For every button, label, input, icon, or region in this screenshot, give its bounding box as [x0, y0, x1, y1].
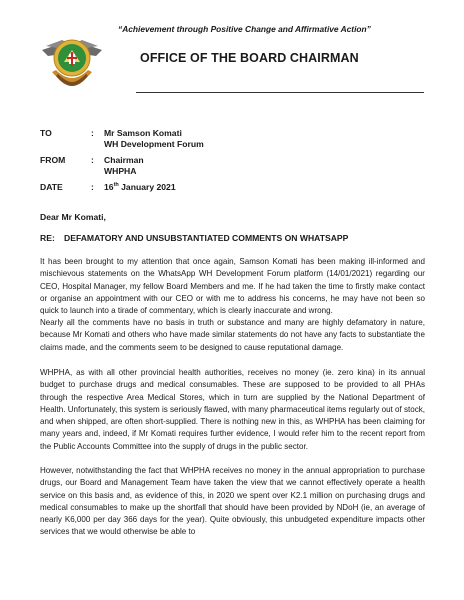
to-name: Mr Samson Komati: [104, 128, 182, 138]
from-organisation: WHPHA: [104, 166, 137, 176]
date-value: [104, 182, 176, 193]
date-month-year: January 2021: [118, 182, 176, 192]
body-paragraph: It has been brought to my attention that once again, Samson Komati has been making ill-informed and mischievous statements on the WhatsApp WH Development Forum platform (14/01/2021) regarding our CEO, Hospital Manager, my fellow Board Members and me. If he had taken the time to firstly make contact or organise an appointment with our CEO or with me to address his concerns, he may have not been so quick to launch into a tirade of commentary, which is clearly inaccurate and wrong.: [40, 257, 425, 316]
office-title: OFFICE OF THE BOARD CHAIRMAN: [140, 51, 359, 65]
from-label: FROM: [40, 155, 66, 165]
body-paragraph: However, notwithstanding the fact that WHPHA receives no money in the annual appropriation to purchase drugs, our Board and Management Team have taken the view that we cannot effectively operate a health service on this basis and, as evidence of this, in 2020 we spent over K2.1 million on purchasing drugs and medical consumables to make up the shortfall that should have been provided by NDoH (ie, an average of nearly K6,000 per day 366 days for the year). Quite obviously, this unbudgeted expenditure impacts other services that we would otherwise be able to: [40, 466, 425, 537]
date-colon: :: [91, 182, 94, 192]
body-paragraph: WHPHA, as with all other provincial health authorities, receives no money (ie. zero kina) in its annual budget to purchase drugs and medical consumables. These are supposed to be provided to all PHAs through the respective Area Medical Stores, which in turn are supplied by the National Department of Health. Unfortunately, this system is seriously flawed, with many pharmaceutical items regularly out of stock, and when shipped, are often short-supplied. There is nothing new in this, as WHPHA has been claiming for many years and, indeed, if Mr Komati requires further evidence, I would refer him to the recent report from the Public Accounts Committee into the supply of drugs in the public sector.: [40, 368, 425, 451]
from-title: Chairman: [104, 155, 144, 165]
from-value: [104, 155, 144, 177]
to-organisation: WH Development Forum: [104, 139, 204, 149]
to-value: [104, 128, 204, 150]
to-colon: :: [91, 128, 94, 138]
subject-line: [40, 233, 348, 243]
wphha-crest-icon: [40, 32, 104, 90]
from-colon: :: [91, 155, 94, 165]
subject-text: DEFAMATORY AND UNSUBSTANTIATED COMMENTS ON WHATSAPP: [64, 233, 349, 243]
date-day: 16: [104, 182, 114, 192]
date-label: DATE: [40, 182, 63, 192]
subject-label: RE:: [40, 233, 55, 243]
body-paragraph: Nearly all the comments have no basis in truth or substance and many are highly defamatory in nature, because Mr Komati and others who have made similar statements do not have any facts to substantiate the claims made, and the comments seem to be designed to cause reputational damage.: [40, 318, 425, 352]
letterhead-divider: [136, 92, 424, 93]
salutation: Dear Mr Komati,: [40, 212, 106, 222]
date-day-suffix: th: [113, 182, 119, 189]
to-label: TO: [40, 128, 52, 138]
letterhead-motto: “Achievement through Positive Change and Affirmative Action”: [118, 24, 371, 34]
